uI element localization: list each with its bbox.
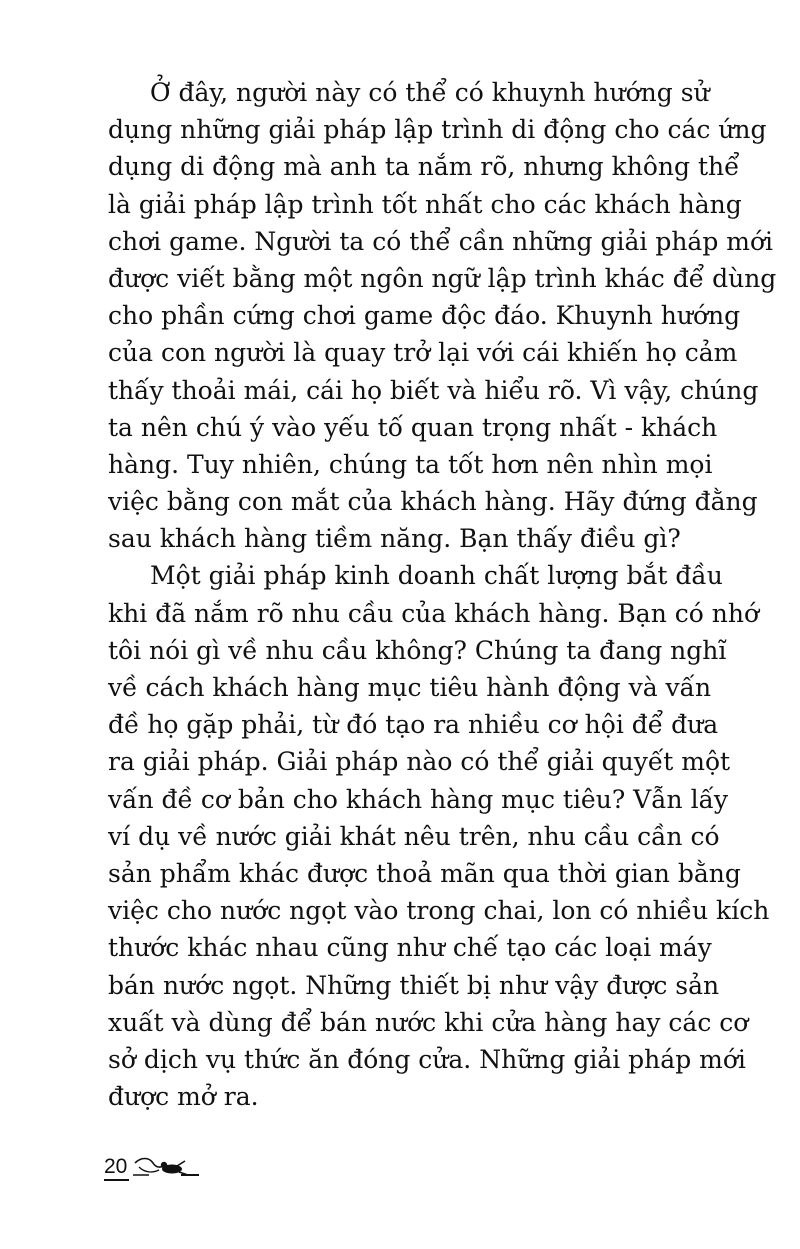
paragraph-1 — [108, 74, 777, 557]
text-line: việc cho nước ngọt vào trong chai, lon có nhiều kích — [108, 896, 770, 926]
text-line: Ở đây, người này có thể có khuynh hướng sử — [150, 78, 710, 107]
text-line: dụng những giải pháp lập trình di động cho các ứng — [108, 115, 767, 145]
page-footer — [104, 1147, 201, 1181]
text-line: là giải pháp lập trình tốt nhất cho các khách hàng — [108, 189, 742, 219]
text-line: thấy thoải mái, cái họ biết và hiểu rõ. Vì vậy, chúng — [108, 375, 759, 405]
text-line: vấn đề cơ bản cho khách hàng mục tiêu? Vẫn lấy — [108, 784, 729, 814]
text-line: sau khách hàng tiềm năng. Bạn thấy điều gì? — [108, 524, 681, 554]
text-line: về cách khách hàng mục tiêu hành động và vấn — [108, 673, 712, 702]
text-line: hàng. Tuy nhiên, chúng ta tốt hơn nên nhìn mọi — [108, 449, 713, 479]
text-line: của con người là quay trở lại với cái khiến họ cảm — [108, 338, 738, 368]
text-line: đề họ gặp phải, từ đó tạo ra nhiều cơ hội để đưa — [108, 710, 719, 740]
text-line: được mở ra. — [108, 1082, 259, 1112]
text-line: được viết bằng một ngôn ngữ lập trình khác để dùng — [108, 263, 777, 293]
running-figure-ornament-icon — [131, 1151, 201, 1181]
page-number: 20 — [104, 1155, 129, 1181]
text-line: tôi nói gì về nhu cầu không? Chúng ta đang nghĩ — [108, 635, 727, 665]
text-line: ra giải pháp. Giải pháp nào có thể giải quyết một — [108, 747, 731, 777]
text-line: ta nên chú ý vào yếu tố quan trọng nhất - khách — [108, 412, 718, 442]
text-line: việc bằng con mắt của khách hàng. Hãy đứng đằng — [108, 487, 758, 517]
text-line: sản phẩm khác được thoả mãn qua thời gian bằng — [108, 858, 741, 888]
text-line: xuất và dùng để bán nước khi cửa hàng hay các cơ — [108, 1007, 749, 1037]
text-line: ví dụ về nước giải khát nêu trên, nhu cầu cần có — [108, 821, 720, 851]
text-line: Một giải pháp kinh doanh chất lượng bắt đầu — [150, 561, 723, 591]
text-line: sở dịch vụ thức ăn đóng cửa. Những giải pháp mới — [108, 1044, 746, 1074]
text-line: khi đã nắm rõ nhu cầu của khách hàng. Bạn có nhớ — [108, 598, 760, 628]
text-line: chơi game. Người ta có thể cần những giải pháp mới — [108, 226, 774, 256]
text-line: cho phần cứng chơi game độc đáo. Khuynh hướng — [108, 301, 741, 331]
body-text — [108, 74, 777, 1115]
paragraph-2 — [108, 557, 770, 1115]
text-line: thước khác nhau cũng như chế tạo các loại máy — [108, 933, 712, 963]
text-line: dụng di động mà anh ta nắm rõ, nhưng không thể — [108, 152, 740, 182]
text-line: bán nước ngọt. Những thiết bị như vậy được sản — [108, 970, 720, 1000]
